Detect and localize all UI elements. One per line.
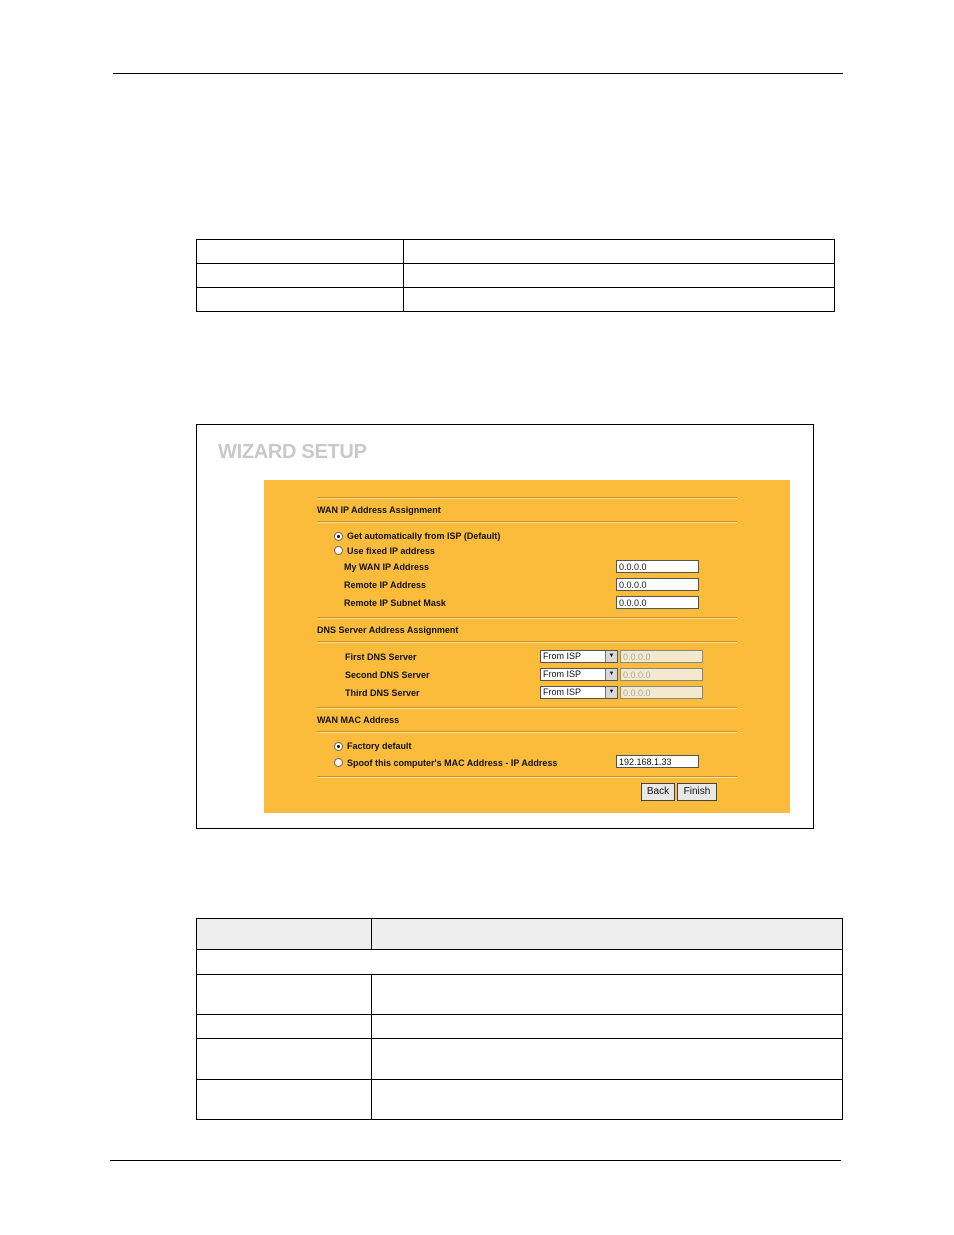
remote-ip-input[interactable]: 0.0.0.0: [616, 578, 699, 591]
dns-heading: DNS Server Address Assignment: [317, 625, 459, 635]
back-button[interactable]: Back: [641, 783, 675, 801]
first-dns-input: 0.0.0.0: [620, 650, 703, 663]
divider: [317, 497, 737, 499]
label-second-dns: Second DNS Server: [345, 670, 430, 680]
label-spoof-mac: Spoof this computer's MAC Address - IP Address: [347, 758, 558, 768]
label-my-wan-ip: My WAN IP Address: [344, 562, 430, 572]
bottom-table: [196, 918, 843, 1120]
radio-factory-default[interactable]: [334, 742, 343, 751]
divider: [317, 617, 737, 619]
divider: [317, 521, 737, 523]
radio-use-fixed[interactable]: [334, 546, 343, 555]
wizard-panel: [264, 480, 790, 813]
spoof-ip-input[interactable]: 192.168.1.33: [616, 755, 699, 768]
radio-spoof-mac[interactable]: [334, 758, 343, 767]
label-third-dns: Third DNS Server: [345, 688, 420, 698]
divider: [317, 707, 737, 709]
wan-mac-heading: WAN MAC Address: [317, 715, 400, 725]
label-remote-ip: Remote IP Address: [344, 580, 427, 590]
wan-ip-heading: WAN IP Address Assignment: [317, 505, 441, 515]
wizard-title: WIZARD SETUP: [218, 441, 367, 463]
first-dns-select-value: From ISP: [543, 651, 582, 661]
divider: [317, 641, 737, 643]
second-dns-input: 0.0.0.0: [620, 668, 703, 681]
my-wan-ip-input[interactable]: 0.0.0.0: [616, 560, 699, 573]
label-get-auto: Get automatically from ISP (Default): [347, 531, 501, 541]
label-first-dns: First DNS Server: [345, 652, 417, 662]
wizard-screenshot: [196, 424, 814, 829]
third-dns-select[interactable]: [540, 686, 618, 699]
finish-button[interactable]: Finish: [677, 783, 717, 801]
footer-rule: [110, 1160, 841, 1161]
first-dns-select[interactable]: [540, 650, 618, 663]
divider: [317, 776, 737, 778]
radio-get-auto[interactable]: [334, 532, 343, 541]
top-table: [196, 239, 835, 312]
label-factory-default: Factory default: [347, 741, 412, 751]
chevron-down-icon[interactable]: ▼: [605, 669, 617, 680]
remote-mask-input[interactable]: 0.0.0.0: [616, 596, 699, 609]
third-dns-input: 0.0.0.0: [620, 686, 703, 699]
second-dns-select[interactable]: [540, 668, 618, 681]
chevron-down-icon[interactable]: ▼: [605, 651, 617, 662]
label-remote-mask: Remote IP Subnet Mask: [344, 598, 446, 608]
chevron-down-icon[interactable]: ▼: [605, 687, 617, 698]
header-rule: [113, 73, 843, 74]
label-use-fixed: Use fixed IP address: [347, 546, 435, 556]
divider: [317, 731, 737, 733]
third-dns-select-value: From ISP: [543, 687, 582, 697]
second-dns-select-value: From ISP: [543, 669, 582, 679]
